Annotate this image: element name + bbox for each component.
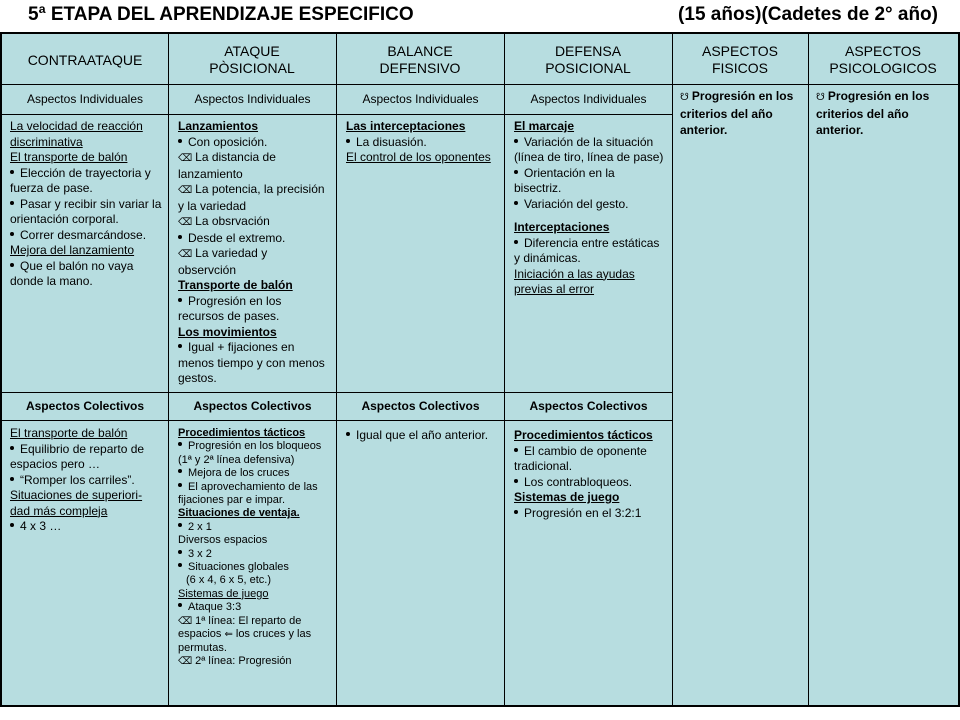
left-arrow-icon: ⇐ xyxy=(224,629,233,641)
col-divider xyxy=(504,34,505,705)
list-item: Progresión en el 3:2:1 xyxy=(514,506,664,522)
arrow-icon: ☋ xyxy=(680,92,689,103)
col-contraataque: El transporte de balón Equilibrio de reparto de espacios pero … “Romper los carriles”. Situaciones de superiori-dad más compleja 4 x 3 … xyxy=(10,426,162,535)
delete-arrow-icon: ⌫ xyxy=(178,217,193,228)
page-subtitle: (15 años)(Cadetes de 2° año) xyxy=(678,4,938,25)
header-aspectos-fisicos: ASPECTOS FISICOS xyxy=(702,43,778,76)
curriculum-table xyxy=(0,32,960,707)
list-item: Pasar y recibir sin variar la orientación corporal. xyxy=(10,196,162,226)
header-aspectos-psicologicos: ASPECTOS PSICOLOGICOS xyxy=(829,43,937,76)
col-ataque: Procedimientos tácticos Progresión en los bloqueos (1ª y 2ª línea defensiva) Mejora de los cruces El aprovechamiento de las fijaciones par e impar. Situaciones de ventaja. 2 x 1 Diversos espacios 3 x 2 Situaciones globales (6 x 4, 6 x 5, etc.) Sistemas de juego Ataque 3:3 ⌫ 1ª línea: El reparto de espacios ⇐ los cruces y las permutas. ⌫ 2ª línea: Progresión xyxy=(178,427,330,668)
list-item: Orientación en la bisectriz. xyxy=(514,165,615,195)
list-item: ⌫ La variedad y observción xyxy=(178,246,268,277)
ind-contraataque: La velocidad de reacción discriminativa El transporte de balón Elección de trayectoria y fuerza de pase. Pasar y recibir sin variar la orientación corporal. Correr desmarcándose. Mejora del lanzamiento Que el balón no vaya donde la mano. xyxy=(10,119,162,288)
header-ataque-posicional: ATAQUE PÒSICIONAL xyxy=(209,43,295,76)
list-item: 3 x 2 xyxy=(178,548,330,561)
list-item: El cambio de oponente tradicional. xyxy=(514,443,647,473)
list-item: 4 x 3 … xyxy=(10,519,162,535)
col-balance xyxy=(346,428,496,444)
list-item: Diferencia entre estáticas y dinámicas. xyxy=(514,235,660,265)
delete-arrow-icon: ⌫ xyxy=(178,615,193,627)
list-item: Variación del gesto. xyxy=(514,197,664,213)
arrow-icon: ☋ xyxy=(816,92,825,103)
ind-ataque: Lanzamientos Con oposición. ⌫ La distancia de lanzamiento ⌫ La potencia, la precisión y la variedad ⌫ La obsrvación Desde el extremo. ⌫ La variedad y observción Transporte de balón Progresión en los recursos de pases. Los movimientos Igual + fijaciones en menos tiempo y con menos gestos. xyxy=(178,119,328,387)
row-divider xyxy=(2,114,672,115)
list-item: Igual + fijaciones en menos tiempo y con menos gestos. xyxy=(178,340,325,385)
psicologicos-text: ☋ Progresión en los criterios del año anterior. xyxy=(816,89,930,137)
list-item: “Romper los carriles”. xyxy=(10,473,162,489)
list-item: ⌫ La distancia de lanzamiento xyxy=(178,150,276,181)
ind-balance: Las interceptaciones La disuasión. El control de los oponentes xyxy=(346,119,496,166)
delete-arrow-icon: ⌫ xyxy=(178,655,193,667)
fisicos-text: ☋ Progresión en los criterios del año anterior. xyxy=(680,89,794,137)
row-divider xyxy=(2,420,672,421)
col-divider xyxy=(168,34,169,705)
subheader-colectivos: Aspectos Colectivos xyxy=(361,399,480,413)
col-defensa: Procedimientos tácticos El cambio de oponente tradicional. Los contrabloqueos. Sistemas de juego Progresión en el 3:2:1 xyxy=(514,428,664,521)
list-item: Ataque 3:3 xyxy=(178,601,330,614)
col-divider xyxy=(808,34,809,705)
list-item: La disuasión. xyxy=(346,135,496,151)
list-item: Elección de trayectoria y fuerza de pase. xyxy=(10,165,151,195)
list-item: Desde el extremo. xyxy=(178,231,328,247)
list-item: ⌫ La potencia, la precisión y la variedad xyxy=(178,182,325,213)
list-item: El aprovechamiento de las fijaciones par e impar. xyxy=(178,480,318,507)
header-balance-defensivo: BALANCE DEFENSIVO xyxy=(379,43,461,76)
delete-arrow-icon: ⌫ xyxy=(178,185,193,196)
ind-defensa: El marcaje Variación de la situación (línea de tiro, línea de pase) Orientación en la bisectriz. Variación del gesto. Interceptaciones Diferencia entre estáticas y dinámicas. Iniciación a las ayudas previas al error xyxy=(514,119,664,296)
header-contraataque: CONTRAATAQUE xyxy=(27,51,143,68)
subheader-individuales: Aspectos Individuales xyxy=(362,92,479,106)
list-item: Con oposición. xyxy=(178,135,328,151)
list-item: ⌫ 1ª línea: El reparto de espacios ⇐ los cruces y las permutas. xyxy=(178,614,312,654)
header-defensa-posicional: DEFENSA POSICIONAL xyxy=(545,43,631,76)
list-item: Progresión en los bloqueos (1ª y 2ª línea defensiva) xyxy=(178,440,322,466)
title-bar xyxy=(0,0,960,32)
list-item: ⌫ 2ª línea: Progresión xyxy=(178,654,292,667)
list-item: Correr desmarcándose. xyxy=(10,228,162,244)
list-item: Variación de la situación (línea de tiro, línea de pase) xyxy=(514,134,664,164)
list-item: Progresión en los recursos de pases. xyxy=(178,293,282,323)
subheader-colectivos: Aspectos Colectivos xyxy=(529,399,648,413)
list-item: 2 x 1 xyxy=(178,521,330,534)
col-divider xyxy=(672,34,673,705)
delete-arrow-icon: ⌫ xyxy=(178,153,193,164)
subheader-individuales: Aspectos Individuales xyxy=(530,92,647,106)
page-title: 5ª ETAPA DEL APRENDIZAJE ESPECIFICO xyxy=(28,4,414,25)
subheader-individuales: Aspectos Individuales xyxy=(26,92,144,106)
col-divider xyxy=(336,34,337,705)
subheader-individuales: Aspectos Individuales xyxy=(194,92,311,106)
delete-arrow-icon: ⌫ xyxy=(178,249,193,260)
list-item: Situaciones globales xyxy=(178,561,330,574)
subheader-colectivos: Aspectos Colectivos xyxy=(193,399,312,413)
list-item: ⌫ La obsrvación xyxy=(178,214,270,228)
list-item: Que el balón no vaya donde la mano. xyxy=(10,258,134,288)
list-item: Igual que el año anterior. xyxy=(346,428,496,444)
list-item: Equilibrio de reparto de espacios pero … xyxy=(10,441,145,471)
list-item: Mejora de los cruces xyxy=(178,467,330,480)
list-item: Los contrabloqueos. xyxy=(514,475,664,491)
subheader-colectivos: Aspectos Colectivos xyxy=(25,399,145,413)
